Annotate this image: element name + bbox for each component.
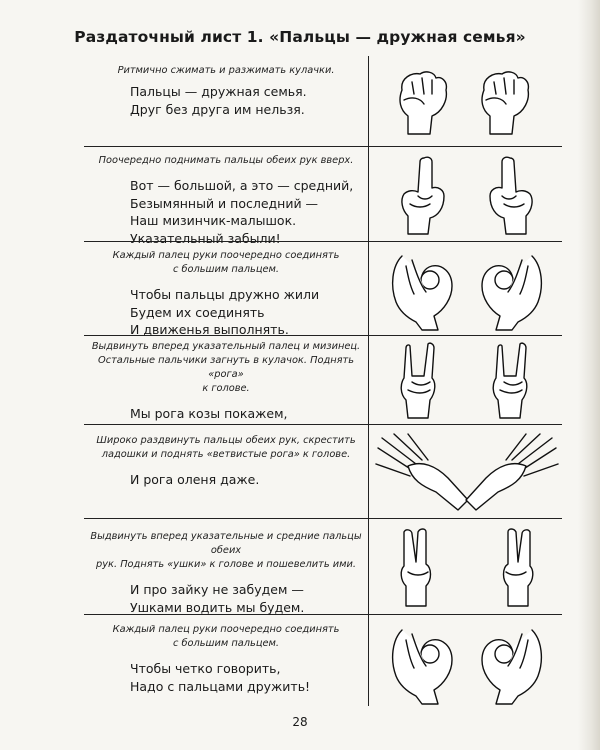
exercise-row [84, 154, 368, 247]
finger-rings-icon [372, 620, 562, 706]
page-title: Раздаточный лист 1. «Пальцы — дружная семья» [74, 28, 526, 46]
column-divider [368, 56, 369, 706]
row-divider [84, 518, 562, 519]
verse-text: Вот — большой, а это — средний, Безымянный и последний — Наш мизинчик-малышок. Указательный забыли! [130, 178, 354, 246]
verse-text: Мы рога козы покажем, [130, 406, 288, 421]
exercise-row [84, 434, 368, 489]
book-spine-shadow [578, 0, 600, 750]
exercise-row [84, 530, 368, 616]
verse-text: И рога оленя даже. [130, 472, 260, 487]
exercise-row [84, 249, 368, 339]
exercise-row [84, 340, 368, 423]
verse-text: Чтобы пальцы дружно жили Будем их соединять И движенья выполнять. [130, 287, 320, 337]
row-divider [84, 146, 562, 147]
page-number: 28 [292, 715, 308, 729]
instruction-text: Выдвинуть вперед указательный палец и мизинец. Остальные пальчики загнуть в кулачок. Поднять «рога» к голове. [91, 341, 361, 394]
goat-horns-icon [372, 338, 562, 422]
bunny-ears-icon [372, 524, 562, 610]
instruction-text: Поочередно поднимать пальцы обеих рук вверх. [98, 155, 354, 166]
row-divider [84, 424, 562, 425]
deer-antlers-icon [372, 430, 562, 514]
instruction-text: Каждый палец руки поочередно соединять с большим пальцем. [112, 624, 340, 649]
fists-and-open-hands-icon [372, 60, 562, 142]
verse-text: Пальцы — дружная семья. Друг без друга им нельзя. [130, 84, 307, 117]
instruction-text: Ритмично сжимать и разжимать кулачки. [117, 65, 335, 76]
exercise-row [84, 623, 368, 695]
exercise-row [84, 64, 368, 118]
verse-text: И про зайку не забудем — Ушками водить мы будем. [130, 582, 305, 615]
finger-rings-icon [372, 246, 562, 332]
instruction-text: Выдвинуть вперед указательные и средние пальцы обеих рук. Поднять «ушки» к голове и пошевелить ими. [90, 531, 362, 570]
verse-text: Чтобы четко говорить, Надо с пальцами дружить! [130, 661, 311, 694]
instruction-text: Широко раздвинуть пальцы обеих рук, скрестить ладошки и поднять «ветвистые рога» к голове. [96, 435, 356, 460]
instruction-text: Каждый палец руки поочередно соединять с большим пальцем. [112, 250, 340, 275]
pointing-fingers-icon [372, 152, 562, 238]
